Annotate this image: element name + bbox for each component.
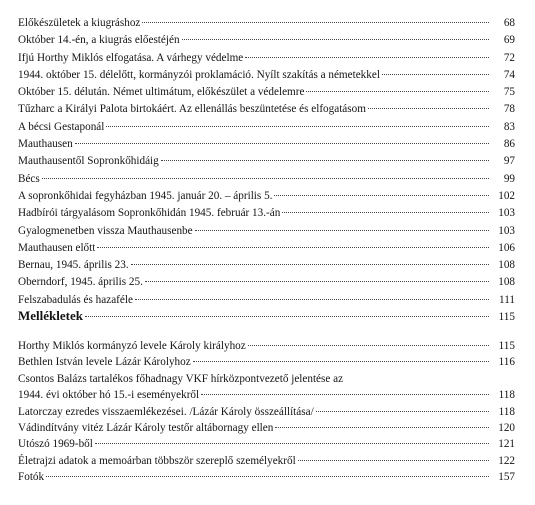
toc-entry-page-number: 103 bbox=[498, 207, 515, 220]
toc-entry bbox=[18, 404, 515, 420]
dot-leader bbox=[142, 22, 489, 23]
dot-leader bbox=[97, 247, 489, 248]
toc-entry-title: Bernau, 1945. április 23. bbox=[18, 259, 129, 272]
toc-entry-title: Horthy Miklós kormányzó levele Károly királyhoz bbox=[18, 340, 246, 352]
toc-entry-title: Felszabadulás és hazaféle bbox=[18, 293, 133, 306]
toc-entry-page-number: 120 bbox=[498, 421, 515, 434]
dot-leader bbox=[274, 195, 489, 196]
toc-entry-title: Előkészületek a kiugráshoz bbox=[18, 17, 141, 29]
dot-leader bbox=[298, 460, 489, 461]
toc-entry-page-number: 157 bbox=[498, 471, 515, 484]
toc-entry-page-number: 68 bbox=[503, 17, 515, 29]
dot-leader bbox=[85, 316, 489, 317]
dot-leader bbox=[75, 143, 489, 144]
toc-entry-title: Utószó 1969-ből bbox=[18, 438, 93, 451]
dot-leader bbox=[201, 394, 489, 395]
toc-entry-page-number: 108 bbox=[498, 276, 515, 289]
toc-entry-page-number: 78 bbox=[503, 103, 515, 116]
dot-leader bbox=[193, 361, 489, 362]
dot-leader bbox=[382, 74, 489, 75]
dot-leader bbox=[275, 427, 489, 428]
toc-entry-page-number: 97 bbox=[503, 155, 515, 168]
toc-entry-title: Oberndorf, 1945. április 25. bbox=[18, 276, 143, 289]
toc-main-list bbox=[18, 15, 515, 309]
toc-entry-title: Csontos Balázs tartalékos főhadnagy VKF hírközpontvezető jelentése az bbox=[18, 372, 344, 385]
toc-entry bbox=[18, 223, 515, 240]
dot-leader bbox=[42, 178, 489, 179]
toc-entry-page-number: 118 bbox=[498, 389, 515, 402]
dot-leader bbox=[248, 345, 489, 346]
toc-entry bbox=[18, 50, 515, 67]
toc-entry-page-number: 83 bbox=[503, 120, 515, 133]
toc-entry bbox=[18, 101, 515, 118]
toc-entry-title: Latorczay ezredes visszaemlékezései. /Lázár Károly összeállítása/ bbox=[18, 405, 314, 418]
toc-entry bbox=[18, 188, 515, 205]
toc-entry-page-number: 106 bbox=[498, 241, 515, 254]
toc-entry bbox=[18, 453, 515, 469]
dot-leader bbox=[245, 57, 489, 58]
dot-leader bbox=[106, 126, 489, 127]
toc-entry-title: Október 15. délután. Német ultimátum, előkészület a védelemre bbox=[18, 86, 305, 99]
toc-entry bbox=[18, 240, 515, 257]
toc-entry-title: Mauthausen bbox=[18, 138, 73, 151]
toc-entry bbox=[18, 67, 515, 84]
toc-entry-page-number: 118 bbox=[498, 405, 515, 418]
toc-entry bbox=[18, 32, 515, 49]
dot-leader bbox=[195, 230, 489, 231]
toc-entry-title: 1944. évi október hó 15.-i eseményekről bbox=[18, 389, 200, 402]
toc-entry-page-number: 99 bbox=[503, 172, 515, 185]
toc-entry-title: Október 14.-én, a kiugrás előestéjén bbox=[18, 34, 180, 47]
toc-entry-page-number: 74 bbox=[503, 68, 515, 81]
toc-entry bbox=[18, 205, 515, 222]
toc-entry-title: Bethlen István levele Lázár Károlyhoz bbox=[18, 356, 191, 369]
toc-entry-title: Gyalogmenetben vissza Mauthausenbe bbox=[18, 224, 193, 237]
dot-leader bbox=[316, 411, 489, 412]
dot-leader bbox=[282, 212, 489, 213]
toc-entry-page-number: 103 bbox=[498, 224, 515, 237]
dot-leader bbox=[95, 443, 489, 444]
toc-entry-title: Vádindítvány vitéz Lázár Károly testőr altábornagy ellen bbox=[18, 421, 274, 434]
toc-entry-title: A sopronkőhidai fegyházban 1945. január 20. – április 5. bbox=[18, 189, 273, 202]
toc-entry bbox=[18, 257, 515, 274]
toc-entry-page-number: 102 bbox=[498, 189, 515, 202]
dot-leader bbox=[46, 476, 489, 477]
toc-entry bbox=[18, 420, 515, 436]
toc-entry bbox=[18, 84, 515, 101]
dot-leader bbox=[306, 91, 489, 92]
toc-entry-title: Hadbírói tárgyalásom Sopronkőhidán 1945. február 13.-án bbox=[18, 207, 281, 220]
appendix-heading bbox=[18, 306, 515, 326]
dot-leader bbox=[145, 281, 489, 282]
toc-entry-title: Életrajzi adatok a memoárban többször szereplő személyekről bbox=[18, 454, 296, 467]
toc-entry-page-number: 116 bbox=[498, 356, 515, 369]
toc-entry-title: Fotók bbox=[18, 471, 45, 484]
toc-entry-title: 1944. október 15. délelőtt, kormányzói proklamáció. Nyílt szakítás a németekkel bbox=[18, 68, 380, 81]
toc-entry-page-number: 115 bbox=[498, 340, 515, 352]
toc-entry-page-number: 86 bbox=[503, 138, 515, 151]
toc-entry bbox=[18, 15, 515, 32]
toc-entry-page-number: 75 bbox=[503, 86, 515, 99]
toc-entry-page-number: 111 bbox=[499, 293, 515, 306]
dot-leader bbox=[182, 39, 489, 40]
appendix-title: Mellékletek bbox=[18, 308, 83, 323]
appendix-page-number: 115 bbox=[498, 311, 515, 323]
toc-entry-page-number: 122 bbox=[498, 454, 515, 467]
toc-entry-title: Bécs bbox=[18, 172, 40, 185]
toc-entry bbox=[18, 469, 515, 485]
dot-leader bbox=[161, 160, 489, 161]
toc-entry-title: A bécsi Gestaponál bbox=[18, 120, 105, 133]
toc-entry bbox=[18, 387, 515, 403]
toc-entry-title: Tűzharc a Királyi Palota birtokáért. Az ellenállás beszüntetése és elfogatásom bbox=[18, 103, 366, 116]
toc-entry bbox=[18, 153, 515, 170]
toc-entry bbox=[18, 436, 515, 452]
toc-entry-title: Mauthausen előtt bbox=[18, 241, 96, 254]
toc-entry-page-number: 72 bbox=[503, 51, 515, 64]
toc-entry bbox=[18, 354, 515, 370]
toc-entry bbox=[18, 274, 515, 291]
toc-entry-page-number: 69 bbox=[503, 34, 515, 47]
dot-leader bbox=[135, 299, 489, 300]
toc-entry-title: Ifjú Horthy Miklós elfogatása. A várhegy védelme bbox=[18, 51, 244, 64]
toc-entry bbox=[18, 338, 515, 354]
toc-entry-page-number: 108 bbox=[498, 259, 515, 272]
dot-leader bbox=[131, 264, 489, 265]
toc-entry bbox=[18, 119, 515, 136]
toc-entry bbox=[18, 171, 515, 188]
toc-entry bbox=[18, 136, 515, 153]
dot-leader bbox=[368, 108, 489, 109]
toc-entry-page-number: 121 bbox=[498, 438, 515, 451]
toc-entry-title: Mauthausentől Sopronkőhidáig bbox=[18, 155, 159, 168]
appendix-list bbox=[18, 338, 515, 486]
toc-entry bbox=[18, 371, 515, 387]
